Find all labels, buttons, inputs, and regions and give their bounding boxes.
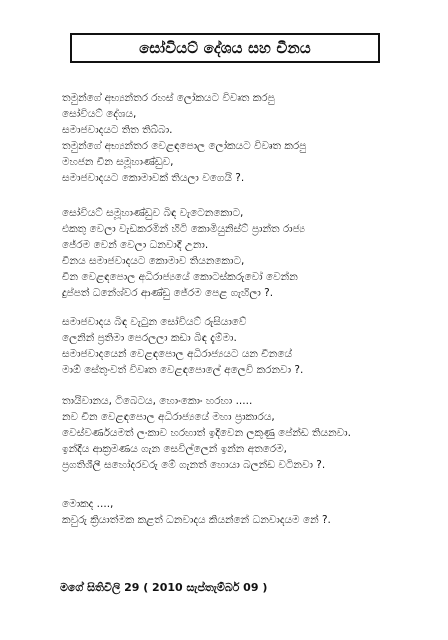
stanza-5 — [62, 496, 432, 528]
footer-note: මගේ සිතිවිලි 29 ( 2010 සැප්තැම්බර් 09 ) — [60, 581, 268, 594]
poem-line: තමුන්ගේ අභ්‍යන්තර වෙළඳපොල ලෝකයට විවෘත කරපු — [62, 140, 307, 152]
poem-line: සෝවියට් දේශය, — [62, 108, 137, 120]
poem-line: සමාජවාදයෙන් වෙළඳපොල අධිරාජ්‍යයට යන චීනයේ — [62, 348, 293, 360]
poem-line: ජේරම වෙන් වෙලා ධනවාදී උනා. — [62, 239, 209, 251]
poem-line: මොකද ...., — [62, 498, 114, 510]
poem-line: වෙස්වර්ණයමත් ලංකාව හරහාත් ඉදිවෙන ලකුණු පේන්ඩ තියනවා. — [62, 427, 351, 439]
poem-line: තමුන්ගේ අභ්‍යන්තර රහස් ලෝකයට විවෘත කරපු — [62, 92, 275, 104]
poem-line: චීනය සමාජවාදයට කොමාව තියනකොට, — [62, 255, 245, 267]
poem-line: එකතු වෙලා වැඩකරමින් හිටි කොමියුනිස්ට් ප්‍රාන්ත රාජ්‍ය — [62, 223, 305, 235]
poem-line: සමාජවාදයට තිත තිබ්බා. — [62, 124, 173, 136]
poem-line: මහජන චීන සමූහාණ්ඩුව, — [62, 156, 174, 168]
poem-line: නව චීන වෙළඳපොල අධිරාජ්‍යයේ මහා ප්‍රාකාරය, — [62, 411, 275, 423]
page-title — [70, 33, 380, 63]
poem-line: කවුරු ක්‍රියාත්මක කළත් ධනවාදය කියන්නේ ධනවාදයම නේ ?. — [62, 514, 331, 526]
poem-line: ලෙනින් ප්‍රතිමා පෙරලලා කඩා බිඳ දැම්මා. — [62, 332, 237, 344]
stanza-3 — [62, 314, 432, 378]
stanza-4 — [62, 393, 432, 473]
poem-line: තායිවානය, ටිබෙටය, හොංකොං හරහා ..... — [62, 395, 253, 407]
poem-line: චීන වෙළඳපොල අධිරාජ්‍යයේ කොටස්කරුවෝ වෙන්න — [62, 271, 298, 283]
poem-line: සමාජවාදයට කොමාවක් තියලා වගෙයි ?. — [62, 172, 245, 184]
stanza-2 — [62, 205, 432, 301]
poem-line: ප්‍රගතිශීලී සහෝදරවරු මේ ගැනත් හොයා බලන්ඩ වටිනවා ?. — [62, 459, 326, 471]
poem-line: සමාජවාදය බිඳ වැටුන සෝවියට් රුසියාවේ — [62, 316, 247, 328]
page-title-text: සෝවියට් දේශය සහ චීනය — [139, 39, 311, 57]
poem-line: ඉන්දීය ආක්‍රමණය ගැන සෙවිල්ලෙන් ඉන්න අතරෙම, — [62, 443, 288, 455]
poem-line: මාඕ සේතුංවත් විවෘත වෙළඳපොලේ අලෙවි කරනවා ?. — [62, 364, 304, 376]
poem-line: දුප්පත් ධනේශ්වර ආණ්ඩු ජේරම පෙළ ගැහිලා ?. — [62, 287, 274, 299]
stanza-1 — [62, 90, 432, 186]
poem-line: සෝවියට් සමූහාණ්ඩුව බිඳ වැටෙනකොට, — [62, 207, 244, 219]
